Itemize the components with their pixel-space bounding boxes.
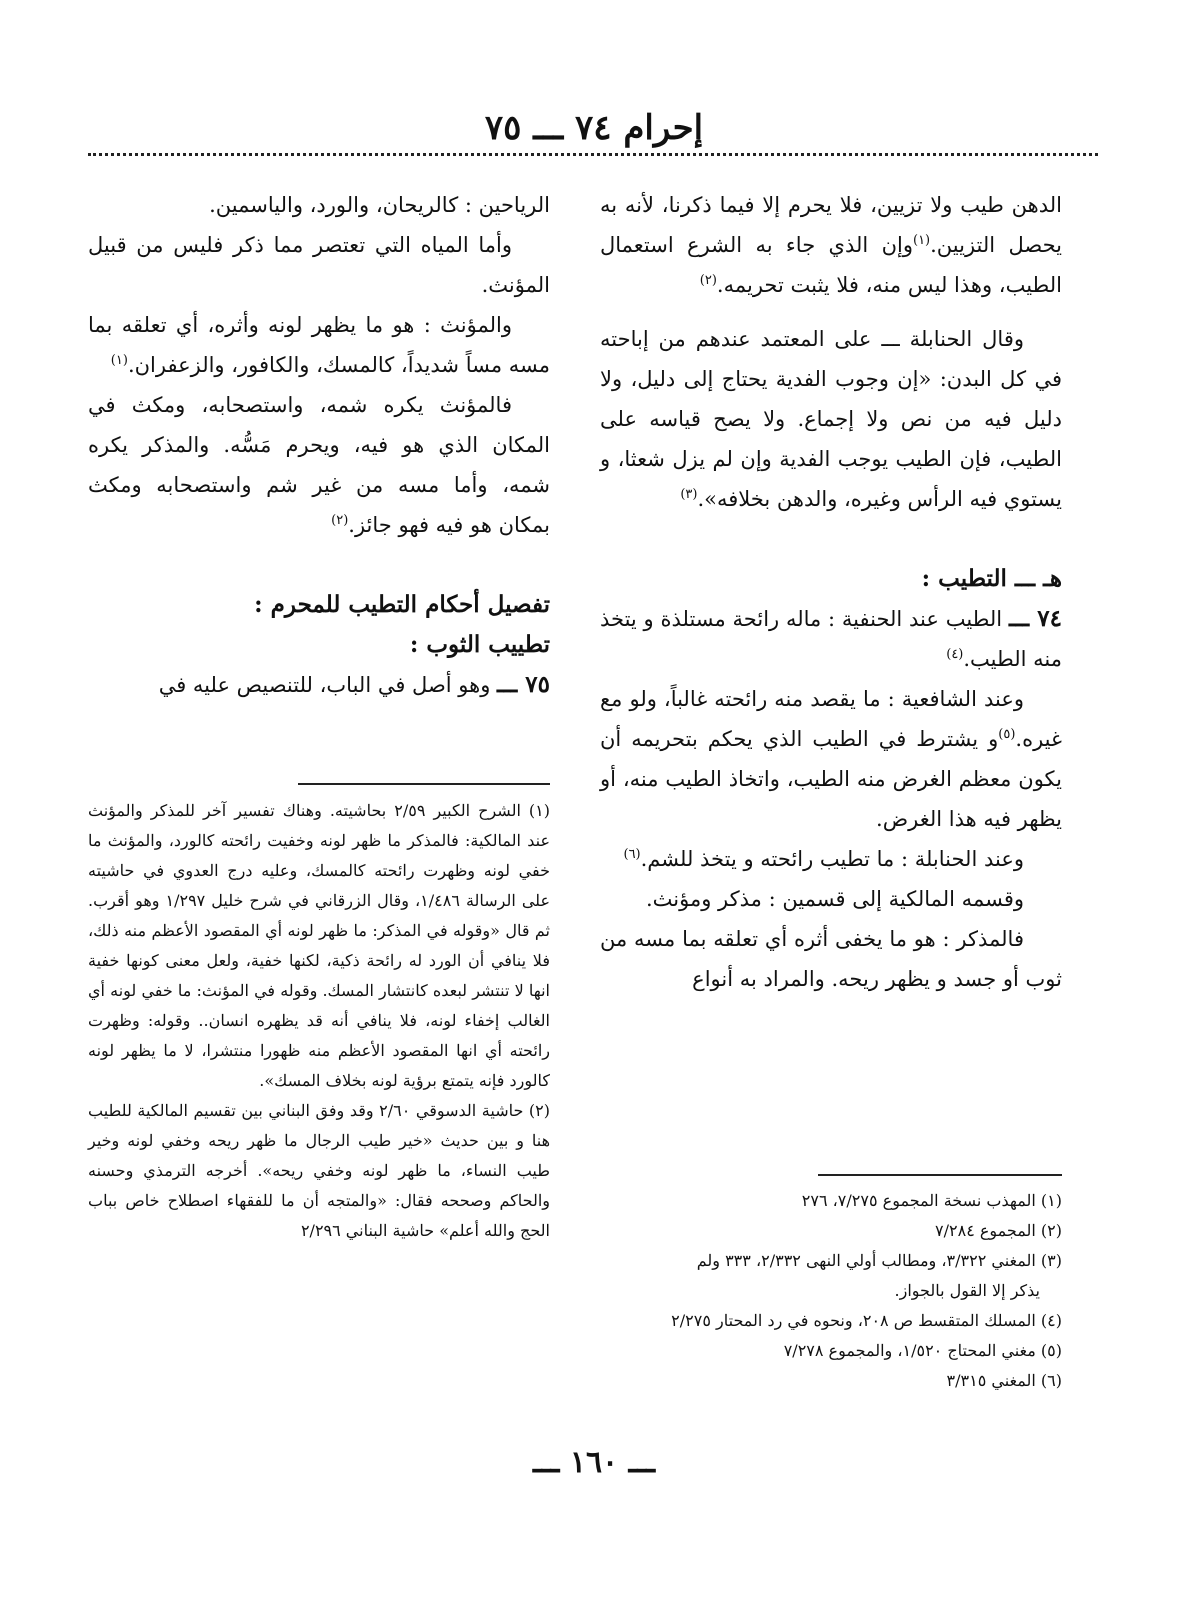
paragraph: [600, 185, 1062, 305]
text-span: وإن الذي جاء به الشرع استعمال الطيب، وهذا ليس منه، فلا يثبت تحريمه.: [600, 233, 1062, 297]
paragraph: [600, 679, 1062, 839]
text-span: وهو أصل في الباب، للتنصيص عليه في: [158, 673, 491, 697]
paragraph: [88, 305, 550, 385]
paragraph: فالمذكر : هو ما يخفى أثره أي تعلقه بما مسه من ثوب أو جسد و يظهر ريحه. والمراد به أنواع: [600, 927, 1062, 991]
text-span: وقال الحنابلة ـــ على المعتمد عندهم من إباحته في كل البدن: «إن وجوب الفدية يحتاج إلى دليل، ولا دليل فيه من نص ولا إجماع. ولا يصح قياسه على الطيب، فإن الطيب يوجب الفدية وإن لم يزل شعثا، و يستوي فيه الرأس وغيره، والدهن بخلافه».: [600, 327, 1062, 511]
footnote: (٥) مغني المحتاج ١/٥٢٠، والمجموع ٧/٢٧٨: [783, 1341, 1062, 1360]
section-number: ٧٥ ـــ: [497, 671, 550, 698]
paragraph: [88, 385, 550, 545]
footnotes-right: [600, 1186, 1062, 1396]
paragraph: [600, 599, 1062, 679]
section-heading: هـ ـــ التطيب :: [921, 565, 1062, 592]
text-span: الطيب عند الحنفية : ماله رائحة مستلذة و يتخذ منه الطيب.: [600, 607, 1062, 671]
footnote-marker: (١): [110, 353, 128, 368]
paragraph: [88, 665, 550, 705]
footnote: (١) المهذب نسخة المجموع ٧/٢٧٥، ٢٧٦: [801, 1191, 1062, 1210]
page-header: إحرام ٧٤ ـــ ٧٥: [484, 108, 704, 148]
text-span: الدهن طيب ولا تزيين، فلا يحرم إلا فيما ذكرنا، لأنه به يحصل التزيين.: [600, 193, 1062, 257]
text-span: و يشترط في الطيب الذي يحكم بتحريمه أن يكون معظم الغرض منه الطيب، واتخاذ الطيب منه، أو يظهر فيه هذا الغرض.: [600, 727, 1062, 831]
left-column: [88, 185, 550, 705]
subsection-heading: تطييب الثوب :: [409, 631, 550, 658]
footnotes-left: [88, 796, 550, 1246]
footnote: (٦) المغني ٣/٣١٥: [946, 1371, 1062, 1390]
paragraph: وقسمه المالكية إلى قسمين : مذكر ومؤنث.: [645, 887, 1024, 911]
paragraph: وأما المياه التي تعتصر مما ذكر فليس من قبيل المؤنث.: [88, 233, 550, 297]
footnote-continuation: يذكر إلا القول بالجواز.: [894, 1281, 1040, 1300]
footnote-marker: (٤): [946, 647, 964, 662]
footnote: (١) الشرح الكبير ٢/٥٩ بحاشيته. وهناك تفسير آخر للمذكر والمؤنث عند المالكية: فالمذكر ما ظهر لونه وخفيت رائحته كالورد، والمؤنث ما خفي لونه وظهرت رائحته كالمسك، وعليه درج العدوي في حاشيته على الرسالة ١/٤٨٦، وقال الزرقاني في شرح خليل ١/٢٩٧ وهو أقرب. ثم قال «وقوله في المذكر: ما ظهر لونه أي المقصود الأعظم منه ذلك، فلا ينافي أن الورد له رائحة ذكية، لكنها خفية، ولعل معنى كونها خفية انها لا تنتشر لبعده كانتشار المسك. وقوله في المؤنث: ما خفي لونه أي الغالب إخفاء لونه، فلا ينافي أنه قد يظهره انسان.. وقوله: وظهرت رائحته أي انها المقصود الأعظم منه ظهورا منتشرا، لا ما يظهر لونه كالورد فإنه يتمتع برؤية لونه بخلاف المسك».: [88, 801, 551, 1090]
page-number: ـــ ١٦٠ ـــ: [533, 1445, 655, 1480]
paragraph: [600, 839, 1062, 879]
footnote-marker: (٦): [623, 847, 641, 862]
footnote: (٢) المجموع ٧/٢٨٤: [935, 1221, 1062, 1240]
footnote: (٣) المغني ٣/٣٢٢، ومطالب أولي النهى ٢/٣٣٢، ٣٣٣ ولم: [696, 1251, 1062, 1270]
section-number: ٧٤ ـــ: [1008, 605, 1062, 632]
footnote-marker: (٣): [680, 487, 698, 502]
paragraph: [600, 319, 1062, 519]
footnote-marker: (٢): [331, 513, 349, 528]
paragraph: الرياحين : كالريحان، والورد، والياسمين.: [209, 193, 550, 217]
footnote: (٢) حاشية الدسوقي ٢/٦٠ وقد وفق البناني بين تقسيم المالكية للطيب هنا و بين حديث «خير طيب الرجال ما ظهر ريحه وخفي لونه وخير طيب النساء، ما ظهر لونه وخفي ريحه». أخرجه الترمذي وحسنه والحاكم وصححه فقال: «والمتجه أن ما للفقهاء اصطلاح خاص بباب الحج والله أعلم» حاشية البناني ٢/٢٩٦: [88, 1101, 551, 1240]
text-span: فالمؤنث يكره شمه، واستصحابه، ومكث في المكان الذي هو فيه، ويحرم مَسُّه. والمذكر يكره شمه، وأما مسه من غير شم واستصحابه ومكث بمكان هو فيه فهو جائز.: [88, 393, 550, 537]
footnote-marker: (٥): [998, 727, 1016, 742]
footnote-rule: [298, 783, 550, 785]
text-span: والمؤنث : هو ما يظهر لونه وأثره، أي تعلقه بما مسه مساً شديداً، كالمسك، والكافور، والزعفران.: [88, 313, 550, 377]
footnote-marker: (١): [912, 233, 931, 248]
right-column: [600, 185, 1062, 999]
text-span: وعند الحنابلة : ما تطيب رائحته و يتخذ للشم.: [640, 847, 1024, 871]
section-heading: تفصيل أحكام التطيب للمحرم :: [254, 591, 550, 618]
footnote-rule: [818, 1174, 1062, 1176]
footnote: (٤) المسلك المتقسط ص ٢٠٨، ونحوه في رد المحتار ٢/٢٧٥: [671, 1311, 1062, 1330]
text-span: وعند الشافعية : ما يقصد منه رائحته غالباً، ولو مع غيره.: [600, 687, 1062, 751]
footnote-marker: (٢): [699, 273, 717, 288]
header-dotted-rule: [88, 153, 1098, 156]
